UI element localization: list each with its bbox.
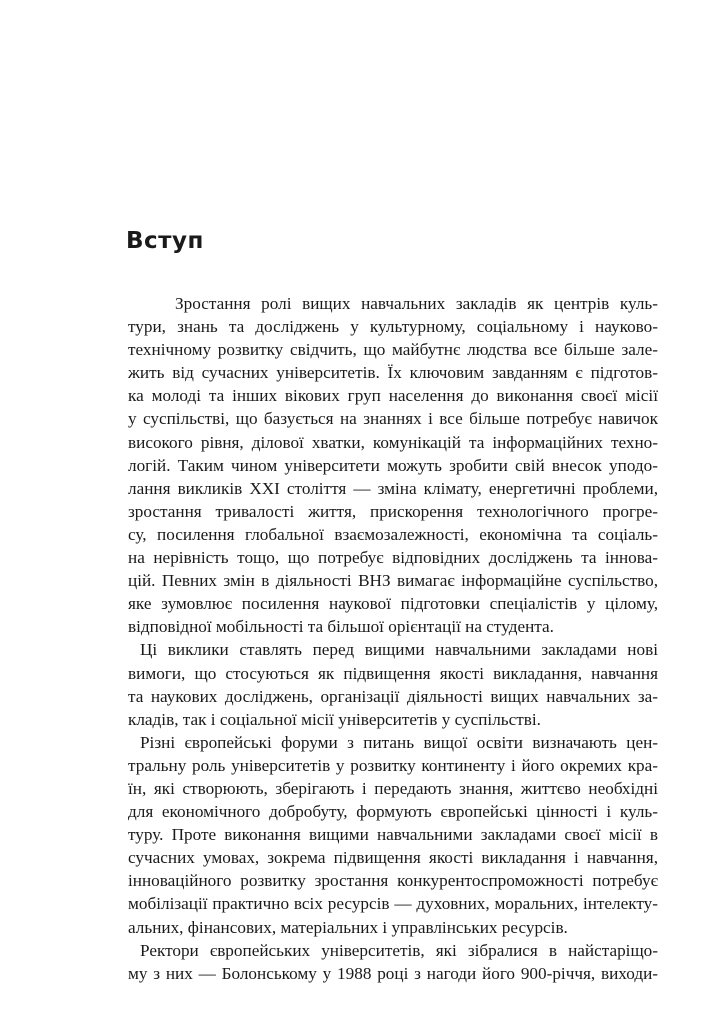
text-line: їн, які створюють, зберігають і передають знання, життєво необхідні — [128, 778, 658, 798]
section-heading: Вступ — [126, 228, 204, 254]
text-line: яке зумовлює посилення наукової підготовки спеціалістів у цілому, — [128, 594, 658, 614]
text-line: відповідної мобільності та більшої орієнтації на студента. — [128, 617, 554, 637]
body-text — [128, 292, 658, 985]
text-line: сучасних умовах, зокрема підвищення якості викладання і навчання, — [128, 848, 658, 868]
text-line: зростання тривалості життя, прискорення технологічного прогре- — [128, 501, 658, 521]
text-line: туру. Проте виконання вищими навчальними закладами своєї місії в — [128, 825, 658, 845]
text-line: тури, знань та досліджень у культурному, соціальному і науково- — [128, 317, 658, 337]
text-line: логій. Таким чином університети можуть зробити свій внесок уподо- — [128, 455, 658, 475]
text-line: тральну роль університетів у розвитку континенту і його окремих кра- — [128, 755, 658, 775]
text-line: му з них — Болонському у 1988 році з нагоди його 900-річчя, виходи- — [128, 963, 658, 983]
text-line: та наукових досліджень, організації діяльності вищих навчальних за- — [128, 686, 658, 706]
text-line: Ці виклики ставлять перед вищими навчальними закладами нові — [140, 640, 658, 660]
text-line: ка молоді та інших вікових груп населення до виконання своєї місії — [128, 386, 658, 406]
text-line: високого рівня, ділової хватки, комунікацій та інформаційних техно- — [128, 432, 658, 452]
text-line: у суспільстві, що базується на знаннях і все більше потребує навичок — [128, 409, 658, 429]
text-line: на нерівність тощо, що потребує відповідних досліджень та іннова- — [128, 548, 658, 568]
text-line: технічному розвитку свідчить, що майбутнє людства все більше зале- — [128, 340, 658, 360]
text-line: вимоги, що стосуються як підвищення якості викладання, навчання — [128, 663, 658, 683]
text-line: мобілізації практично всіх ресурсів — духовних, моральних, інтелекту- — [128, 894, 658, 914]
text-line: для економічного добробуту, формують європейські цінності і куль- — [128, 802, 658, 822]
text-line: су, посилення глобальної взаємозалежності, економічна та соціаль- — [128, 524, 658, 544]
text-line: лання викликів XXI століття — зміна клімату, енергетичні проблеми, — [128, 478, 658, 498]
text-line: альних, фінансових, матеріальних і управлінських ресурсів. — [128, 917, 568, 937]
text-line: Різні європейські форуми з питань вищої освіти визначають цен- — [140, 732, 658, 752]
text-line: жить від сучасних університетів. Їх ключовим завданням є підготов- — [128, 363, 658, 383]
text-line: Зростання ролі вищих навчальних закладів як центрів куль- — [175, 294, 658, 313]
text-line: інноваційного розвитку зростання конкурентоспроможності потребує — [128, 871, 658, 891]
text-line: Ректори європейських університетів, які зібралися в найстаріщо- — [140, 940, 658, 960]
text-line: кладів, так і соціальної місії університетів у суспільстві. — [128, 709, 541, 729]
text-line: цій. Певних змін в діяльності ВНЗ вимагає інформаційне суспільство, — [128, 571, 658, 591]
